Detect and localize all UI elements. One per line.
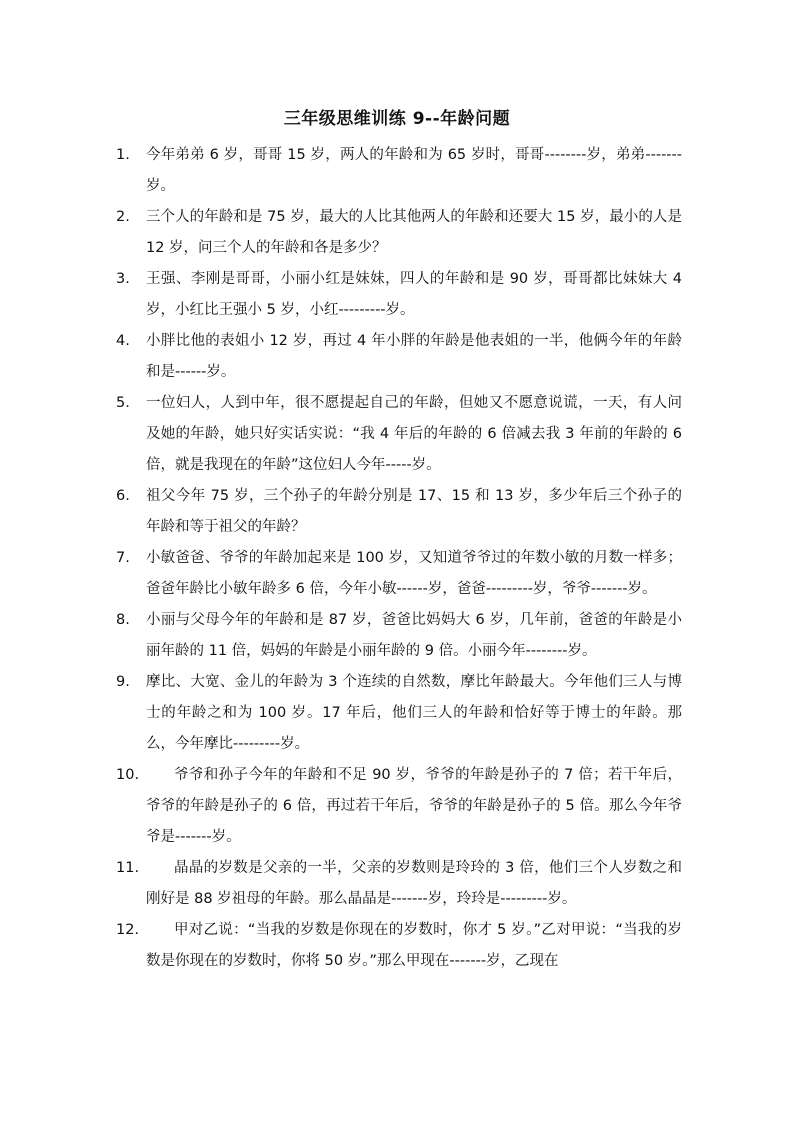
question-item — [116, 326, 682, 388]
question-text: 小胖比他的表姐小 12 岁，再过 4 年小胖的年龄是他表姐的一半，他俩今年的年龄和是------岁。 — [146, 333, 682, 380]
page-title: 三年级思维训练 9--年龄问题 — [283, 109, 511, 129]
question-text: 一位妇人，人到中年，很不愿提起自己的年龄，但她又不愿意说谎，一天，有人问及她的年龄，她只好实话实说：“我 4 年后的年龄的 6 倍减去我 3 年前的年龄的 6 倍，就是我现在的年龄”这位妇人今年-----岁。 — [146, 395, 682, 473]
question-text: 今年弟弟 6 岁，哥哥 15 岁，两人的年龄和为 65 岁时，哥哥--------岁，弟弟-------岁。 — [146, 147, 682, 194]
question-item — [116, 140, 682, 202]
question-text: 爷爷和孙子今年的年龄和不足 90 岁，爷爷的年龄是孙子的 7 倍；若干年后，爷爷的年龄是孙子的 6 倍，再过若干年后，爷爷的年龄是孙子的 5 倍。那么今年爷爷是-------岁。 — [146, 767, 682, 845]
question-item — [116, 264, 682, 326]
question-item — [116, 853, 682, 915]
question-number: 11. — [116, 860, 140, 876]
question-number: 10. — [116, 767, 140, 783]
question-number: 4. — [116, 333, 130, 349]
question-number: 2. — [116, 209, 130, 225]
question-number: 3. — [116, 271, 130, 287]
question-item — [116, 543, 682, 605]
question-number: 1. — [116, 147, 130, 163]
question-item — [116, 915, 682, 977]
question-number: 9. — [116, 674, 130, 690]
question-item — [116, 667, 682, 760]
question-list — [116, 140, 682, 977]
question-text: 摩比、大宽、金儿的年龄为 3 个连续的自然数，摩比年龄最大。今年他们三人与博士的年龄之和为 100 岁。17 年后，他们三人的年龄和恰好等于博士的年龄。那么，今年摩比---------岁。 — [146, 674, 682, 752]
question-text: 祖父今年 75 岁，三个孙子的年龄分别是 17、15 和 13 岁，多少年后三个孙子的年龄和等于祖父的年龄？ — [146, 488, 682, 535]
question-text: 王强、李刚是哥哥，小丽小红是妹妹，四人的年龄和是 90 岁，哥哥都比妹妹大 4 岁，小红比王强小 5 岁，小红---------岁。 — [146, 271, 682, 318]
question-text: 三个人的年龄和是 75 岁，最大的人比其他两人的年龄和还要大 15 岁，最小的人是 12 岁，问三个人的年龄和各是多少？ — [146, 209, 682, 256]
question-item — [116, 760, 682, 853]
question-number: 6. — [116, 488, 130, 504]
question-item — [116, 202, 682, 264]
question-text: 小丽与父母今年的年龄和是 87 岁，爸爸比妈妈大 6 岁，几年前，爸爸的年龄是小丽年龄的 11 倍，妈妈的年龄是小丽年龄的 9 倍。小丽今年--------岁。 — [146, 612, 682, 659]
question-item — [116, 388, 682, 481]
question-number: 8. — [116, 612, 130, 628]
question-item — [116, 605, 682, 667]
question-number: 7. — [116, 550, 130, 566]
question-number: 12. — [116, 922, 140, 938]
question-text: 晶晶的岁数是父亲的一半，父亲的岁数则是玲玲的 3 倍，他们三个人岁数之和刚好是 88 岁祖母的年龄。那么晶晶是-------岁，玲玲是---------岁。 — [146, 860, 682, 907]
question-number: 5. — [116, 395, 130, 411]
question-text: 小敏爸爸、爷爷的年龄加起来是 100 岁，又知道爷爷过的年数小敏的月数一样多；爸爸年龄比小敏年龄多 6 倍，今年小敏------岁，爸爸---------岁，爷爷-------岁。 — [146, 550, 682, 597]
question-text: 甲对乙说：“当我的岁数是你现在的岁数时，你才 5 岁。”乙对甲说：“当我的岁数是你现在的岁数时，你将 50 岁。”那么甲现在-------岁，乙现在 — [146, 922, 682, 969]
question-item — [116, 481, 682, 543]
